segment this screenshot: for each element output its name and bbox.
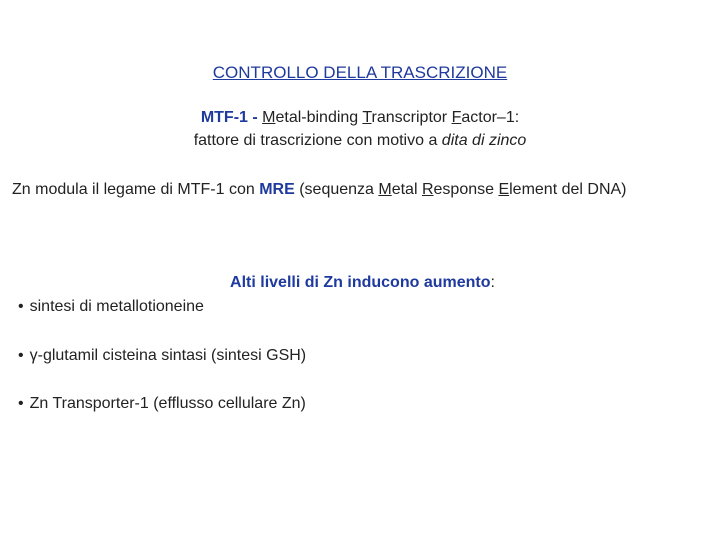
bullet-item	[18, 298, 204, 316]
factor-rest: actor–1:	[461, 109, 520, 126]
bullet-text: γ-glutamil cisteina sintasi (sintesi GSH)	[29, 347, 307, 364]
metal-initial: M	[262, 109, 276, 126]
e-initial: E	[498, 181, 510, 198]
r-rest: esponse	[433, 181, 499, 198]
factor-initial: F	[451, 109, 462, 126]
bullet-text: Zn Transporter-1 (efflusso cellulare Zn)	[29, 395, 306, 412]
section-heading	[0, 274, 720, 292]
bullet-text: sintesi di metallotioneine	[29, 298, 204, 315]
transcriptor-rest: ranscriptor	[371, 109, 452, 126]
m-initial: M	[378, 181, 392, 198]
subtitle-separator: -	[247, 109, 263, 126]
subtitle-line-2	[0, 129, 720, 152]
para-part-1: Zn modula il legame di MTF-1 con	[12, 181, 260, 198]
slide-title: CONTROLLO DELLA TRASCRIZIONE	[212, 63, 508, 82]
mtf1-abbreviation: MTF-1	[200, 109, 248, 126]
transcriptor-initial: T	[362, 109, 372, 126]
subtitle-line-1	[0, 106, 720, 129]
r-initial: R	[421, 181, 434, 198]
mre-term: MRE	[259, 181, 295, 198]
bullet-marker: •	[18, 298, 24, 315]
bullet-item	[18, 347, 306, 365]
section-heading-colon: :	[490, 274, 495, 291]
subtitle-line-2-italic: dita di zinco	[441, 132, 527, 149]
section-heading-text: Alti livelli di Zn inducono aumento	[230, 274, 491, 291]
bullet-item	[18, 395, 306, 413]
bullet-marker: •	[18, 395, 24, 412]
m-rest: etal	[391, 181, 422, 198]
para-part-2: (sequenza	[294, 181, 379, 198]
metal-rest: etal-binding	[275, 109, 363, 126]
bullet-marker: •	[18, 347, 24, 364]
subtitle-block	[0, 106, 720, 152]
e-rest: lement del DNA)	[509, 181, 627, 198]
subtitle-line-2-text: fattore di trascrizione con motivo a	[193, 132, 442, 149]
zn-paragraph	[12, 178, 692, 201]
